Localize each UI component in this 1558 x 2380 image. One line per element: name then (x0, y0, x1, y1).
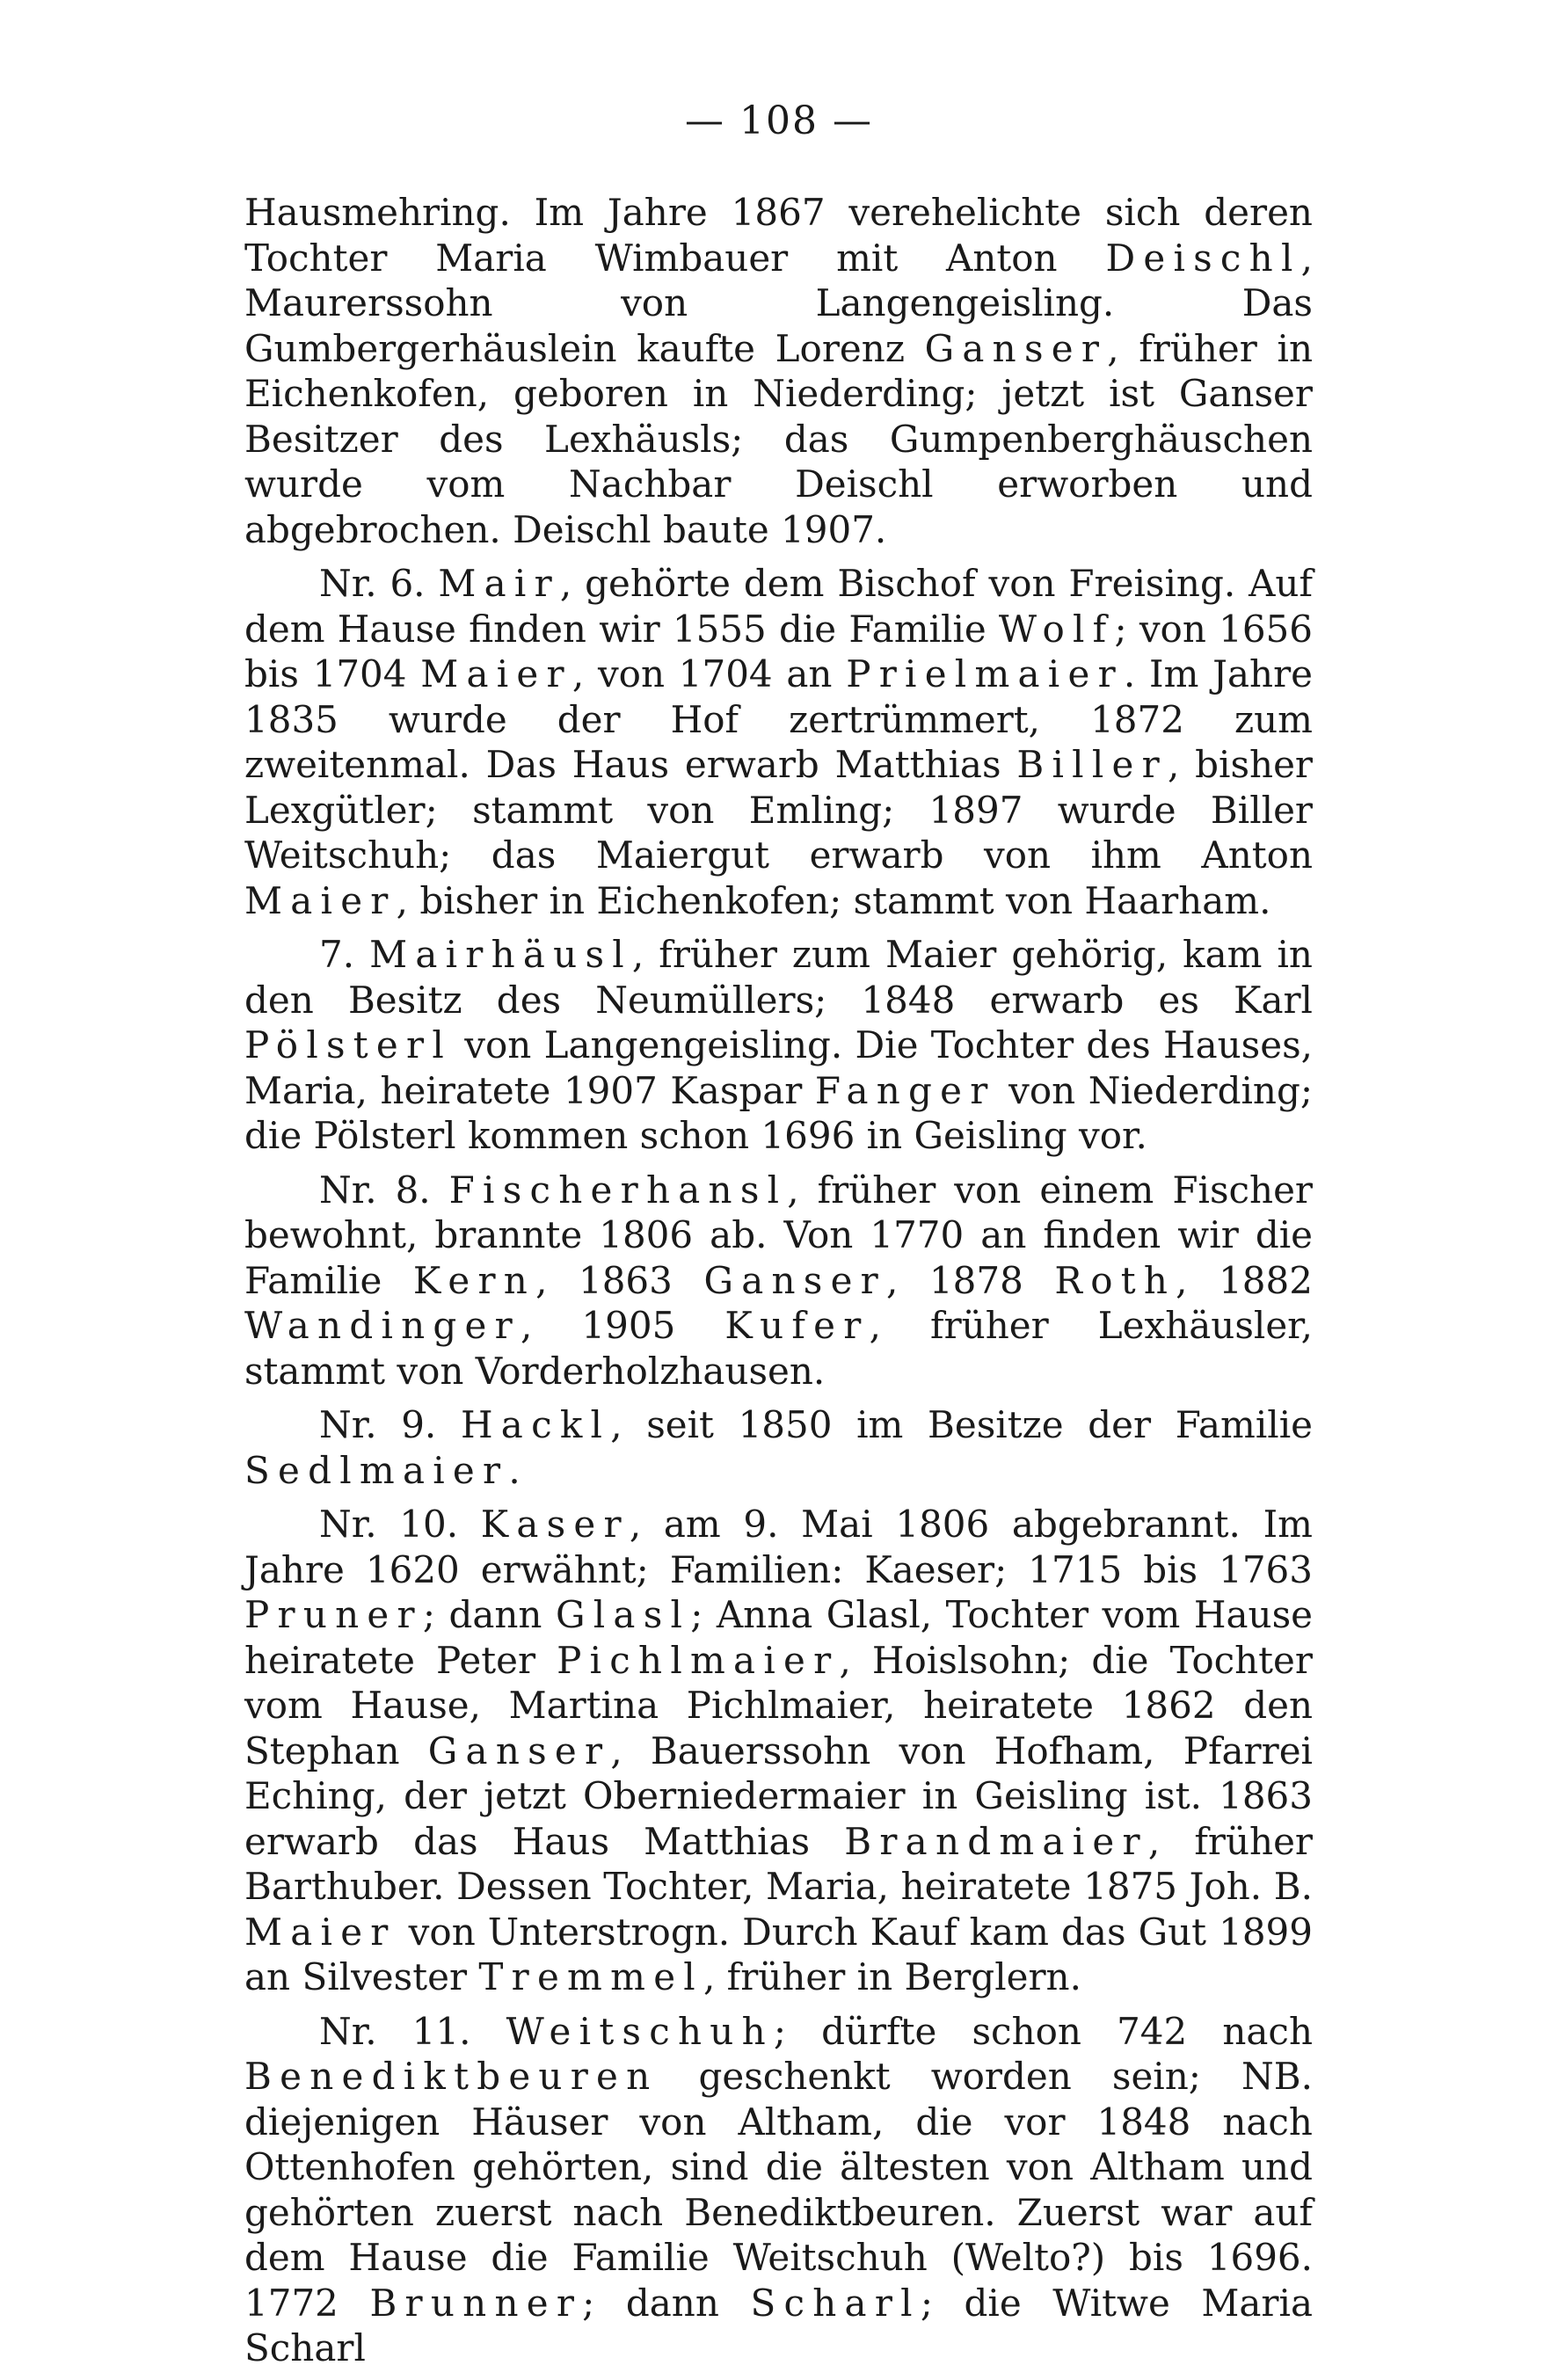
spaced-name: Pruner (244, 1593, 423, 1636)
text-run: 7. (319, 933, 370, 976)
paragraph (244, 561, 1313, 923)
spaced-name: Prielmaier (846, 652, 1124, 695)
paragraph (244, 932, 1313, 1159)
text-run: , Maurerssohn von Langengeisling. Das Gumbergerhäuslein kaufte Lorenz (244, 236, 1313, 370)
text-run: geschenkt worden sein; NB. diejenigen Häuser von Altham, die vor 1848 nach Ottenhofen gehörten, sind die ältesten von Altham und gehörten zuerst nach Benediktbeuren. Zuerst war auf dem Hause die Familie Weitschuh (Welto?) bis 1696. 1772 (244, 2055, 1313, 2325)
text-run: ; die Witwe Maria Scharl (244, 2281, 1313, 2369)
spaced-name: Kern (412, 1258, 536, 1302)
spaced-name: Weitschuh (506, 2009, 774, 2053)
spaced-name: Ganser (703, 1258, 887, 1302)
text-run: , 1882 (1176, 1258, 1313, 1302)
paragraph (244, 1168, 1313, 1394)
text-run: , seit 1850 im Besitze der Familie (610, 1403, 1314, 1446)
text-run: Nr. 6. (319, 562, 439, 605)
spaced-name: Fischerhansl (448, 1168, 788, 1212)
spaced-name: Pölsterl (244, 1023, 452, 1066)
text-run: Nr. 10. (319, 1503, 481, 1546)
text-run: Nr. 11. (319, 2009, 506, 2053)
spaced-name: Ganser (924, 326, 1108, 370)
text-run: , Bauerssohn von Hofham, Pfarrei Eching, der jetzt Oberniedermaier in Geisling ist. 1863 erwarb das Haus Matthias (244, 1729, 1313, 1863)
spaced-name: Pichlmaier (557, 1638, 840, 1682)
spaced-name: Maier (420, 652, 572, 695)
spaced-name: Ganser (427, 1729, 611, 1772)
spaced-name: Benediktbeuren (244, 2055, 659, 2098)
text-run: Hausmehring. Im Jahre 1867 verehelichte sich deren Tochter Maria Wimbauer mit Anton (244, 191, 1313, 280)
spaced-name: Maier (244, 878, 397, 922)
text-run: , früher in Eichenkofen, geboren in Niederding; jetzt ist Ganser Besitzer des Lexhäusls; das Gumpenberghäuschen wurde vom Nachbar Deischl erworben und abgebrochen. Deischl baute 1907. (244, 326, 1313, 551)
paragraph (244, 2009, 1313, 2371)
spaced-name: Wolf (998, 607, 1115, 651)
spaced-name: Glasl (555, 1593, 691, 1636)
text-run: , gehörte dem Bischof von Freising. Auf dem Hause finden wir 1555 die Familie (244, 562, 1313, 651)
page-number: — 108 — (685, 98, 873, 143)
text-run: von Unterstrogn. Durch Kauf kam das Gut 1899 an Silvester (244, 1910, 1313, 1998)
paragraph (244, 190, 1313, 552)
text-run: ; dann (582, 2281, 751, 2325)
spaced-name: Tremmel (478, 1955, 703, 1998)
spaced-name: Hackl (460, 1403, 611, 1446)
spaced-name: Mair (438, 562, 560, 605)
text-run: Nr. 8. (319, 1168, 449, 1212)
text-run: ; dann (422, 1593, 556, 1636)
spaced-name: Wandinger (244, 1304, 521, 1347)
spaced-name: Biller (1016, 743, 1168, 786)
spaced-name: Kufer (724, 1304, 870, 1347)
text-run: , 1863 (535, 1258, 704, 1302)
text-run: von Niederding; die Pölsterl kommen schon 1696 in Geisling vor. (244, 1068, 1313, 1157)
text-run: , früher zum Maier gehörig, kam in den Besitz des Neumüllers; 1848 erwarb es Karl (244, 933, 1313, 1022)
spaced-name: Mairhäusl (369, 933, 632, 976)
spaced-name: Sedlmaier (244, 1448, 509, 1492)
text-run: , Hoislsohn; die Tochter vom Hause, Martina Pichlmaier, heiratete 1862 den Stephan (244, 1638, 1313, 1772)
body-text (244, 190, 1313, 2380)
text-run: , von 1704 an (572, 652, 847, 695)
spaced-name: Deischl (1105, 236, 1301, 280)
text-run: . (508, 1448, 521, 1492)
text-run: , bisher Lexgütler; stammt von Emling; 1897 wurde Biller Weitschuh; das Maiergut erwarb von ihm Anton (244, 743, 1313, 877)
spaced-name: Kaser (480, 1503, 630, 1546)
spaced-name: Brunner (369, 2281, 583, 2325)
text-run: , früher Lexhäusler, stammt von Vorderholzhausen. (244, 1304, 1313, 1393)
text-run: , 1905 (520, 1304, 725, 1347)
spaced-name: Brandmaier (844, 1819, 1148, 1863)
text-run: ; dürfte schon 742 nach (773, 2009, 1313, 2053)
paragraph (244, 1502, 1313, 2000)
spaced-name: Fanger (814, 1068, 996, 1112)
text-run: ; Anna Glasl, Tochter vom Hause heiratete Peter (244, 1593, 1313, 1682)
spaced-name: Roth (1054, 1258, 1176, 1302)
spaced-name: Maier (244, 1910, 397, 1954)
text-run: , früher Barthuber. Dessen Tochter, Maria, heiratete 1875 Joh. B. (244, 1819, 1313, 1908)
spaced-name: Scharl (750, 2281, 921, 2325)
text-run: von Langengeisling. Die Tochter des Hauses, Maria, heiratete 1907 Kaspar (244, 1023, 1313, 1112)
paragraph (244, 1402, 1313, 1493)
text-run: , bisher in Eichenkofen; stammt von Haarham. (396, 878, 1271, 922)
text-run: . Im Jahre 1835 wurde der Hof zertrümmert, 1872 zum zweitenmal. Das Haus erwarb Matthias (244, 652, 1314, 786)
text-run: , früher von einem Fischer bewohnt, brannte 1806 ab. Von 1770 an finden wir die Familie (244, 1168, 1313, 1302)
text-run: , früher in Berglern. (703, 1955, 1081, 1998)
text-run: , 1878 (886, 1258, 1055, 1302)
text-run: , am 9. Mai 1806 abgebrannt. Im Jahre 1620 erwähnt; Familien: Kaeser; 1715 bis 1763 (244, 1503, 1314, 1591)
text-run: ; von 1656 bis 1704 (244, 607, 1313, 695)
text-run: Nr. 9. (319, 1403, 461, 1446)
